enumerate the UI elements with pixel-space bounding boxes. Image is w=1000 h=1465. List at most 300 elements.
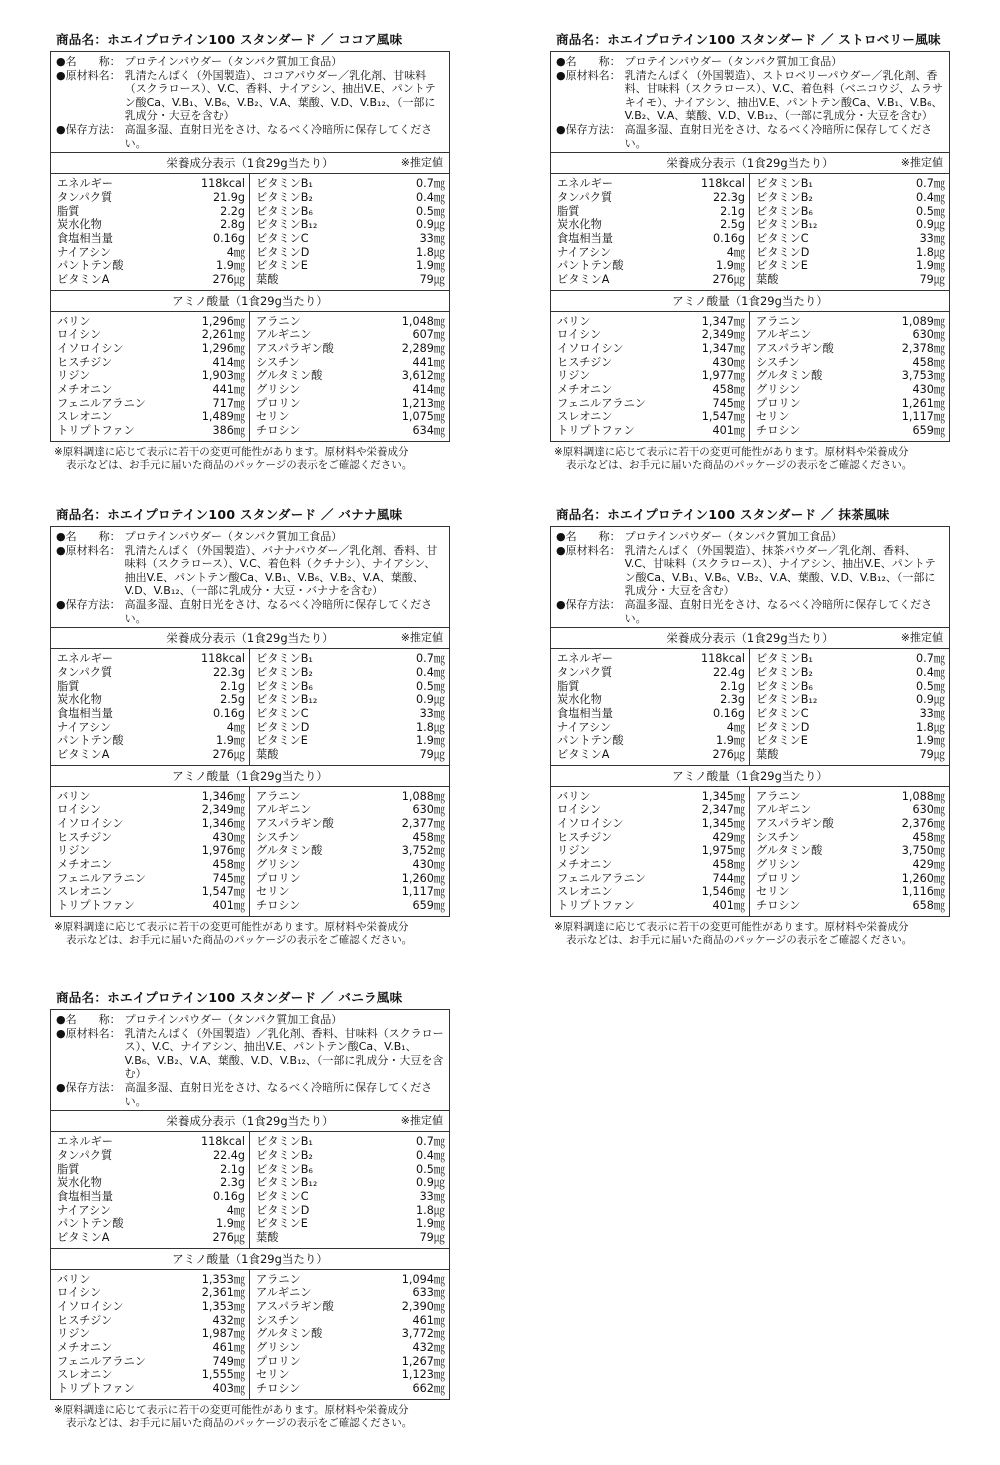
storage-row: ●保存方法： 高温多湿、直射日光をさけ、なるべく冷暗所に保存してください。 <box>556 122 933 150</box>
table-row <box>256 666 445 680</box>
table-row <box>256 205 445 219</box>
name-row: ●名 称： プロテインパウダー（タンパク質加工食品） <box>56 530 343 543</box>
row-value: 79㎍ <box>919 747 945 761</box>
product-panel-cocoa <box>50 29 450 473</box>
table-row <box>756 383 945 397</box>
row-value: 0.16g <box>712 231 745 245</box>
row-value: 429㎎ <box>712 830 745 844</box>
table-row <box>256 1204 445 1218</box>
row-value: 1,088㎎ <box>401 789 445 803</box>
table-row <box>256 397 445 411</box>
row-value: 1.9㎎ <box>216 259 245 273</box>
table-row <box>557 721 745 735</box>
row-value: 118kcal <box>201 652 245 666</box>
table-row <box>756 342 945 356</box>
table-row <box>57 707 245 721</box>
row-label: パントテン酸 <box>57 259 124 273</box>
row-value: 1.9㎎ <box>716 259 745 273</box>
row-value: 630㎎ <box>912 803 945 817</box>
row-label: ビタミンB₁₂ <box>256 218 318 232</box>
table-row <box>557 424 745 438</box>
table-row <box>557 369 745 383</box>
row-label: セリン <box>256 885 290 899</box>
table-row <box>756 232 945 246</box>
row-value: 118kcal <box>201 1135 245 1149</box>
table-row <box>57 397 245 411</box>
amino-table <box>51 787 449 916</box>
table-row <box>256 1355 445 1369</box>
row-label: チロシン <box>756 899 801 913</box>
row-label: シスチン <box>256 1313 300 1327</box>
row-label: ビタミンB₁ <box>256 177 313 191</box>
row-label: シスチン <box>256 355 300 369</box>
row-value: 1,976㎎ <box>201 844 245 858</box>
row-value: 4㎎ <box>226 1203 245 1217</box>
row-label: 炭水化物 <box>557 693 602 707</box>
row-label: ヒスチジン <box>57 355 113 369</box>
row-value: 458㎎ <box>212 858 245 872</box>
table-row <box>57 666 245 680</box>
amino-table <box>51 312 449 441</box>
row-value: 659㎎ <box>412 899 445 913</box>
row-label: グルタミン酸 <box>756 844 823 858</box>
nutrition-table <box>551 649 949 765</box>
row-label: リジン <box>57 369 91 383</box>
table-row <box>57 1327 245 1341</box>
row-value: 1,555㎎ <box>201 1368 245 1382</box>
table-row <box>756 803 945 817</box>
table-row <box>756 424 945 438</box>
row-label: イソロイシン <box>57 342 124 356</box>
table-row <box>256 259 445 273</box>
row-value: 1,975㎎ <box>701 844 745 858</box>
row-label: プロリン <box>756 396 801 410</box>
row-label: シスチン <box>756 355 800 369</box>
table-row <box>57 817 245 831</box>
row-value: 1,048㎎ <box>401 314 445 328</box>
row-label: 脂質 <box>57 679 80 693</box>
product-title: 商品名：ホエイプロテイン100 スタンダード ／ バナナ風味 <box>56 507 403 522</box>
table-row <box>57 342 245 356</box>
table-row <box>557 177 745 191</box>
row-value: 22.4g <box>712 665 745 679</box>
row-value: 0.5㎎ <box>416 204 445 218</box>
estimated-note: ※推定値 <box>400 1114 443 1128</box>
estimated-note: ※推定値 <box>400 156 443 170</box>
row-value: 630㎎ <box>412 803 445 817</box>
table-row <box>256 1300 445 1314</box>
row-label: ビタミンB₁ <box>756 652 813 666</box>
table-row <box>256 1217 445 1231</box>
table-row <box>57 232 245 246</box>
row-value: 1,353㎎ <box>201 1300 245 1314</box>
row-label: 葉酸 <box>256 272 279 286</box>
table-row <box>256 315 445 329</box>
table-row <box>557 246 745 260</box>
table-row <box>557 218 745 232</box>
nutrition-header: 栄養成分表示（1食29g当たり） ※推定値 <box>551 627 949 649</box>
row-value: 1,346㎎ <box>201 789 245 803</box>
row-label: ビタミンB₆ <box>256 1162 313 1176</box>
row-value: 1,088㎎ <box>901 789 945 803</box>
table-row <box>756 790 945 804</box>
row-label: ビタミンB₁ <box>256 652 313 666</box>
row-label: ロイシン <box>557 328 602 342</box>
row-value: 0.7㎎ <box>416 177 445 191</box>
row-label: ビタミンB₆ <box>256 204 313 218</box>
row-value: 1.8㎍ <box>916 245 945 259</box>
row-label: プロリン <box>756 871 801 885</box>
row-label: リジン <box>57 1327 91 1341</box>
storage-row: ●保存方法： 高温多湿、直射日光をさけ、なるべく冷暗所に保存してください。 <box>556 597 933 625</box>
row-label: 炭水化物 <box>57 1176 102 1190</box>
table-row <box>256 734 445 748</box>
table-row <box>57 844 245 858</box>
row-label: ビタミンD <box>256 245 310 259</box>
row-value: 0.7㎎ <box>416 1135 445 1149</box>
nutrition-header: 栄養成分表示（1食29g当たり） ※推定値 <box>51 152 449 174</box>
row-label: ビタミンD <box>256 720 310 734</box>
row-value: 0.5㎎ <box>916 679 945 693</box>
row-label: フェニルアラニン <box>57 1354 146 1368</box>
table-row <box>756 680 945 694</box>
table-row <box>756 410 945 424</box>
row-label: アスパラギン酸 <box>256 817 334 831</box>
row-label: トリプトファン <box>57 1382 135 1396</box>
row-label: 食塩相当量 <box>557 706 613 720</box>
row-value: 403㎎ <box>212 1382 245 1396</box>
table-row <box>57 328 245 342</box>
table-row <box>756 369 945 383</box>
row-label: グルタミン酸 <box>756 369 823 383</box>
table-row <box>256 858 445 872</box>
row-label: メチオニン <box>557 858 613 872</box>
row-label: ビタミンB₁₂ <box>756 218 818 232</box>
row-value: 401㎎ <box>712 899 745 913</box>
row-value: 2,390㎎ <box>401 1300 445 1314</box>
row-value: 1,547㎎ <box>701 410 745 424</box>
row-value: 2,347㎎ <box>701 803 745 817</box>
row-label: ビタミンE <box>256 1217 308 1231</box>
row-value: 33㎎ <box>419 231 445 245</box>
table-row <box>256 1163 445 1177</box>
label-box <box>550 51 950 442</box>
table-row <box>756 885 945 899</box>
storage-row: ●保存方法： 高温多湿、直射日光をさけ、なるべく冷暗所に保存してください。 <box>56 1080 433 1108</box>
table-row <box>256 191 445 205</box>
row-label: アルギニン <box>256 803 312 817</box>
row-label: 葉酸 <box>256 1230 279 1244</box>
amino-table <box>551 312 949 441</box>
footnote: ※原料調達に応じて表示に若干の変更可能性があります。原材料や栄養成分 表示などは、お手元に届いた商品のパッケージの表示をご確認ください。 <box>54 445 413 472</box>
row-value: 2.3g <box>720 693 745 707</box>
row-label: チロシン <box>256 1382 301 1396</box>
row-label: アラニン <box>256 789 301 803</box>
table-row <box>57 1163 245 1177</box>
row-value: 0.7㎎ <box>416 652 445 666</box>
row-label: タンパク質 <box>57 665 113 679</box>
table-row <box>557 885 745 899</box>
table-row <box>756 817 945 831</box>
row-value: 79㎍ <box>419 747 445 761</box>
row-value: 1,347㎎ <box>701 342 745 356</box>
table-row <box>57 205 245 219</box>
amino-header: アミノ酸量（1食29g当たり） <box>51 1248 449 1270</box>
table-row <box>57 1314 245 1328</box>
table-row <box>557 410 745 424</box>
row-value: 1.9㎎ <box>216 1217 245 1231</box>
table-row <box>57 872 245 886</box>
row-value: 1,260㎎ <box>901 871 945 885</box>
row-value: 1.9㎎ <box>916 259 945 273</box>
table-row <box>557 205 745 219</box>
row-label: アルギニン <box>256 328 312 342</box>
table-row <box>256 342 445 356</box>
table-row <box>256 899 445 913</box>
row-value: 4㎎ <box>226 720 245 734</box>
row-value: 2.8g <box>220 218 245 232</box>
row-value: 662㎎ <box>412 1382 445 1396</box>
row-label: リジン <box>557 369 591 383</box>
row-value: 0.16g <box>712 706 745 720</box>
row-value: 3,772㎎ <box>401 1327 445 1341</box>
footnote: ※原料調達に応じて表示に若干の変更可能性があります。原材料や栄養成分 表示などは、お手元に届いた商品のパッケージの表示をご確認ください。 <box>54 1403 413 1430</box>
table-row <box>256 652 445 666</box>
table-row <box>256 831 445 845</box>
row-label: ビタミンA <box>57 747 110 761</box>
table-row <box>756 273 945 287</box>
product-info <box>51 527 449 627</box>
table-row <box>57 410 245 424</box>
row-value: 0.4㎎ <box>916 665 945 679</box>
row-value: 461㎎ <box>412 1313 445 1327</box>
row-label: ビタミンC <box>256 231 309 245</box>
amino-header: アミノ酸量（1食29g当たり） <box>51 290 449 312</box>
row-value: 118kcal <box>201 177 245 191</box>
row-label: ビタミンB₁₂ <box>256 1176 318 1190</box>
row-value: 1,345㎎ <box>701 789 745 803</box>
table-row <box>756 666 945 680</box>
table-row <box>256 383 445 397</box>
table-row <box>57 383 245 397</box>
table-row <box>256 177 445 191</box>
table-row <box>256 1314 445 1328</box>
nutrition-col-right <box>750 649 949 765</box>
ingredients-row: ●原材料名： 乳清たんぱく（外国製造）／乳化剤、香料、甘味料（スクラロース）、V.C、ナイアシン、抽出V.E、パントテン酸Ca、V.B₁、V.B₆、V.B₂、V.A、葉酸、V.D、V.B₁₂、（一部に乳成分・大豆を含む） <box>56 1026 444 1081</box>
row-label: ロイシン <box>57 803 102 817</box>
row-value: 0.4㎎ <box>416 1148 445 1162</box>
nutrition-col-right <box>250 1132 449 1248</box>
row-label: 葉酸 <box>756 272 779 286</box>
table-row <box>557 356 745 370</box>
row-label: メチオニン <box>557 383 613 397</box>
row-label: ヒスチジン <box>557 830 613 844</box>
row-label: アラニン <box>756 314 801 328</box>
row-label: ロイシン <box>57 328 102 342</box>
table-row <box>256 369 445 383</box>
row-value: 1.9㎎ <box>416 734 445 748</box>
table-row <box>756 707 945 721</box>
row-value: 0.16g <box>212 1189 245 1203</box>
amino-col-right <box>250 1270 449 1399</box>
row-value: 2,261㎎ <box>201 328 245 342</box>
table-row <box>256 748 445 762</box>
table-row <box>57 246 245 260</box>
row-value: 0.7㎎ <box>916 652 945 666</box>
table-row <box>256 693 445 707</box>
row-value: 4㎎ <box>726 720 745 734</box>
row-label: イソロイシン <box>557 342 624 356</box>
table-row <box>756 397 945 411</box>
row-label: バリン <box>57 789 91 803</box>
nutrition-header: 栄養成分表示（1食29g当たり） ※推定値 <box>51 627 449 649</box>
row-label: ビタミンE <box>256 259 308 273</box>
table-row <box>57 273 245 287</box>
row-label: 食塩相当量 <box>57 231 113 245</box>
row-label: ビタミンB₆ <box>256 679 313 693</box>
row-label: アスパラギン酸 <box>756 817 834 831</box>
table-row <box>756 652 945 666</box>
product-panel-vanilla <box>50 987 450 1431</box>
row-label: チロシン <box>256 424 301 438</box>
amino-col-left <box>551 312 750 441</box>
table-row <box>256 1190 445 1204</box>
row-label: ヒスチジン <box>57 1313 113 1327</box>
row-value: 276㎍ <box>212 747 245 761</box>
table-row <box>57 191 245 205</box>
row-value: 33㎎ <box>919 231 945 245</box>
name-row: ●名 称： プロテインパウダー（タンパク質加工食品） <box>556 530 843 543</box>
row-value: 2.5g <box>220 693 245 707</box>
table-row <box>256 218 445 232</box>
table-row <box>57 1176 245 1190</box>
row-label: ヒスチジン <box>57 830 113 844</box>
row-label: 炭水化物 <box>557 218 602 232</box>
amino-col-right <box>750 312 949 441</box>
table-row <box>57 1217 245 1231</box>
row-value: 2.1g <box>720 679 745 693</box>
row-label: ビタミンB₂ <box>756 190 813 204</box>
table-row <box>557 259 745 273</box>
row-value: 1.8㎍ <box>416 1203 445 1217</box>
row-value: 79㎍ <box>419 1230 445 1244</box>
row-label: ビタミンA <box>57 272 110 286</box>
row-value: 2.1g <box>220 1162 245 1176</box>
table-row <box>256 1176 445 1190</box>
product-panel-strawberry <box>550 29 950 473</box>
row-value: 430㎎ <box>212 830 245 844</box>
row-value: 1.8㎍ <box>916 720 945 734</box>
row-value: 461㎎ <box>212 1341 245 1355</box>
label-box <box>550 526 950 917</box>
table-row <box>57 790 245 804</box>
row-value: 745㎎ <box>712 396 745 410</box>
table-row <box>756 721 945 735</box>
row-label: ビタミンE <box>756 259 808 273</box>
table-row <box>557 315 745 329</box>
row-value: 2.1g <box>220 679 245 693</box>
table-row <box>256 1149 445 1163</box>
row-label: ビタミンD <box>756 245 810 259</box>
row-value: 1,296㎎ <box>201 342 245 356</box>
row-label: ナイアシン <box>557 245 612 259</box>
row-label: プロリン <box>256 396 301 410</box>
row-label: ヒスチジン <box>557 355 613 369</box>
row-label: チロシン <box>756 424 801 438</box>
row-label: メチオニン <box>57 383 113 397</box>
row-label: ビタミンC <box>756 231 809 245</box>
ingredients-row: ●原材料名： 乳清たんぱく（外国製造）、ココアパウダー／乳化剤、甘味料（スクラロース）、V.C、香料、ナイアシン、抽出V.E、パントテン酸Ca、V.B₁、V.B₆、V.B₂、V.A、葉酸、V.D、V.B₁₂、（一部に乳成分・大豆を含む） <box>56 68 436 123</box>
row-value: 432㎎ <box>412 1341 445 1355</box>
row-value: 1,267㎎ <box>401 1354 445 1368</box>
nutrition-table <box>51 1132 449 1248</box>
table-row <box>57 734 245 748</box>
row-label: フェニルアラニン <box>557 871 646 885</box>
row-label: イソロイシン <box>57 1300 124 1314</box>
table-row <box>557 872 745 886</box>
row-label: 葉酸 <box>256 747 279 761</box>
table-row <box>557 790 745 804</box>
row-value: 22.3g <box>212 665 245 679</box>
nutrition-col-left <box>51 174 250 290</box>
product-info <box>51 52 449 152</box>
row-label: ビタミンD <box>256 1203 310 1217</box>
row-value: 634㎎ <box>412 424 445 438</box>
row-label: アラニン <box>756 789 801 803</box>
table-row <box>256 1368 445 1382</box>
table-row <box>557 831 745 845</box>
flavor-name: ココア風味 <box>338 32 403 47</box>
row-value: 3,753㎎ <box>901 369 945 383</box>
product-title: 商品名：ホエイプロテイン100 スタンダード ／ バニラ風味 <box>56 990 403 1005</box>
row-label: ビタミンE <box>756 734 808 748</box>
product-info <box>51 1010 449 1110</box>
row-label: ビタミンB₆ <box>756 204 813 218</box>
estimated-note: ※推定値 <box>900 631 943 645</box>
row-label: スレオニン <box>57 885 113 899</box>
table-row <box>756 734 945 748</box>
row-value: 717㎎ <box>212 396 245 410</box>
row-value: 401㎎ <box>212 899 245 913</box>
row-value: 1,117㎎ <box>901 410 945 424</box>
row-label: エネルギー <box>557 177 613 191</box>
table-row <box>256 680 445 694</box>
ingredients-row: ●原材料名： 乳清たんぱく（外国製造）、バナナパウダー／乳化剤、香料、甘味料（スクラロース）、V.C、着色料（クチナシ）、ナイアシン、抽出V.E、パントテン酸Ca、V.B₁、V.B₆、V.B₂、V.A、葉酸、V.D、V.B₁₂、（一部に乳成分・大豆・バナナを含む） <box>56 543 438 598</box>
table-row <box>557 397 745 411</box>
amino-col-left <box>51 787 250 916</box>
row-value: 1,345㎎ <box>701 817 745 831</box>
row-label: セリン <box>756 410 790 424</box>
table-row <box>756 246 945 260</box>
footnote: ※原料調達に応じて表示に若干の変更可能性があります。原材料や栄養成分 表示などは、お手元に届いた商品のパッケージの表示をご確認ください。 <box>54 920 413 947</box>
row-label: バリン <box>557 789 591 803</box>
nutrition-table <box>551 174 949 290</box>
table-row <box>557 748 745 762</box>
row-label: イソロイシン <box>557 817 624 831</box>
row-label: トリプトファン <box>57 424 135 438</box>
row-value: 745㎎ <box>212 871 245 885</box>
table-row <box>756 858 945 872</box>
row-value: 1.8㎍ <box>416 720 445 734</box>
table-row <box>256 1382 445 1396</box>
product-info <box>551 52 949 152</box>
row-value: 458㎎ <box>912 830 945 844</box>
row-value: 386㎎ <box>212 424 245 438</box>
row-value: 430㎎ <box>712 355 745 369</box>
row-label: ナイアシン <box>57 1203 112 1217</box>
amino-header: アミノ酸量（1食29g当たり） <box>551 765 949 787</box>
table-row <box>256 885 445 899</box>
